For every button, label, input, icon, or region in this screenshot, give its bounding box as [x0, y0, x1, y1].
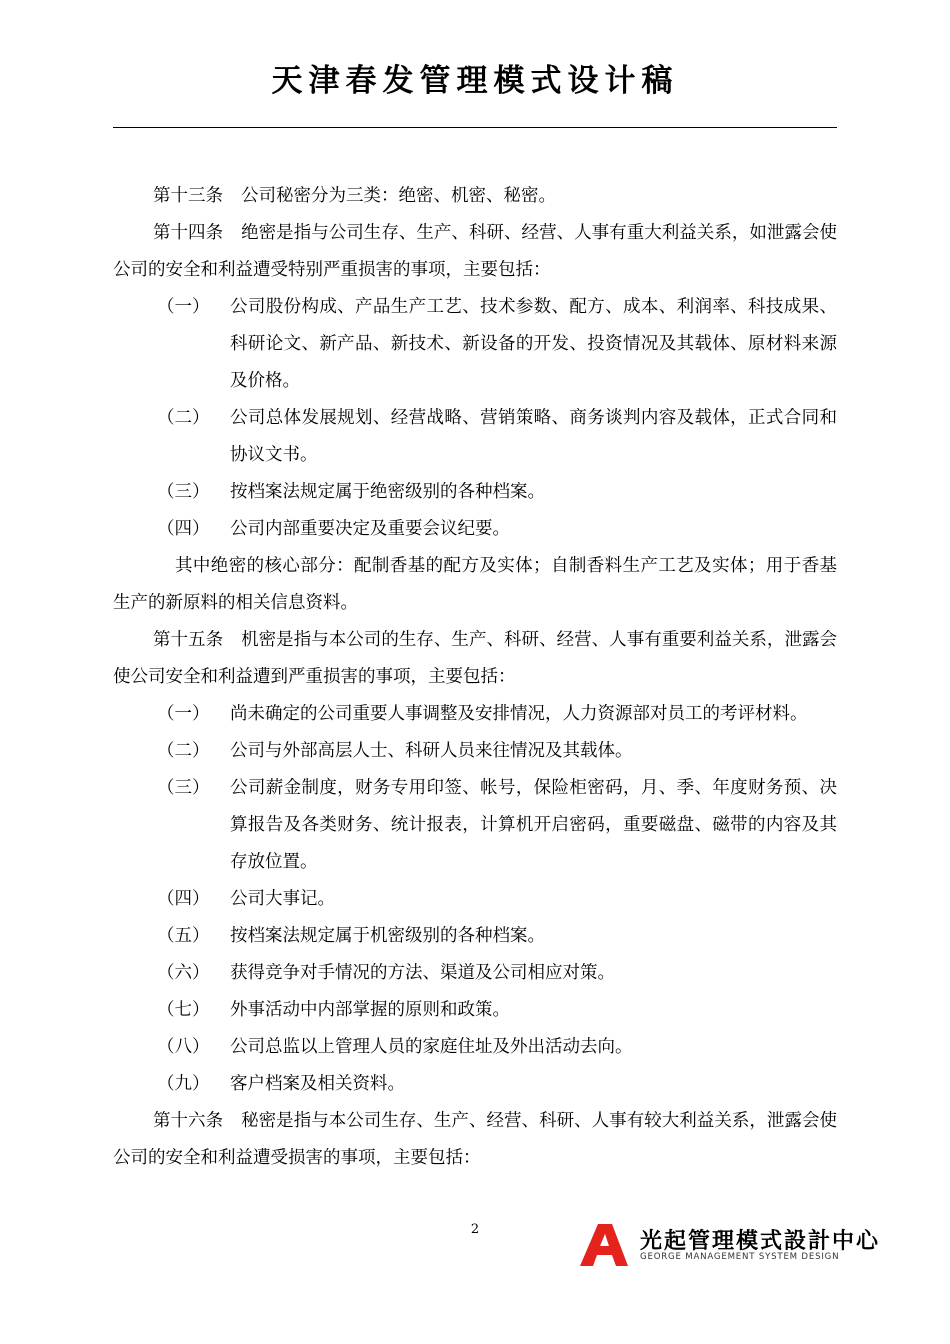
article-text: 秘密是指与本公司生存、生产、经营、科研、人事有较大利益关系，泄露会使公司的安全和利益遭受损害的事项，主要包括： — [113, 1111, 837, 1168]
list-item — [113, 289, 837, 400]
article-13 — [113, 178, 837, 215]
list-text: 公司大事记。 — [230, 889, 335, 909]
list-text: 按档案法规定属于机密级别的各种档案。 — [230, 926, 545, 946]
letter-a-logo-icon — [578, 1222, 630, 1268]
list-item — [113, 770, 837, 881]
list-text: 客户档案及相关资料。 — [230, 1074, 405, 1094]
list-number: （二） — [157, 741, 210, 761]
confidential-list — [113, 696, 837, 1103]
article-label: 第十六条 — [153, 1111, 224, 1131]
list-item — [113, 881, 837, 918]
list-text: 尚未确定的公司重要人事调整及安排情况，人力资源部对员工的考评材料。 — [230, 704, 808, 724]
article-text: 绝密是指与公司生存、生产、科研、经营、人事有重大利益关系，如泄露会使公司的安全和利益遭受特别严重损害的事项，主要包括： — [113, 223, 837, 280]
article-16 — [113, 1103, 837, 1177]
list-number: （五） — [157, 926, 210, 946]
list-text: 获得竞争对手情况的方法、渠道及公司相应对策。 — [230, 963, 615, 983]
list-item — [113, 733, 837, 770]
list-number: （八） — [157, 1037, 210, 1057]
list-text: 公司股份构成、产品生产工艺、技术参数、配方、成本、利润率、科技成果、科研论文、新产品、新技术、新设备的开发、投资情况及其载体、原材料来源及价格。 — [230, 297, 837, 391]
list-item — [113, 1029, 837, 1066]
core-secret-paragraph: 其中绝密的核心部分：配制香基的配方及实体；自制香料生产工艺及实体；用于香基生产的新原料的相关信息资料。 — [113, 556, 837, 613]
header-divider — [113, 127, 837, 128]
company-logo — [578, 1222, 881, 1268]
list-number: （四） — [157, 889, 210, 909]
article-label: 第十四条 — [153, 223, 224, 243]
list-item — [113, 474, 837, 511]
list-text: 外事活动中内部掌握的原则和政策。 — [230, 1000, 510, 1020]
list-item — [113, 955, 837, 992]
page-title: 天津春发管理模式设计稿 — [271, 63, 679, 99]
page-number: 2 — [470, 1222, 480, 1237]
list-number: （四） — [157, 519, 210, 539]
list-text: 公司内部重要决定及重要会议纪要。 — [230, 519, 510, 539]
top-secret-list — [113, 289, 837, 548]
list-item — [113, 400, 837, 474]
list-item — [113, 696, 837, 733]
list-number: （三） — [157, 482, 210, 502]
list-item — [113, 992, 837, 1029]
list-number: （二） — [157, 408, 210, 428]
list-item — [113, 1066, 837, 1103]
list-text: 公司总体发展规划、经营战略、营销策略、商务谈判内容及载体，正式合同和协议文书。 — [230, 408, 837, 465]
list-text: 按档案法规定属于绝密级别的各种档案。 — [230, 482, 545, 502]
list-number: （一） — [157, 297, 210, 317]
article-text: 机密是指与本公司的生存、生产、科研、经营、人事有重要利益关系，泄露会使公司安全和利益遭到严重损害的事项，主要包括： — [113, 630, 837, 687]
article-label: 第十三条 — [153, 186, 223, 206]
list-number: （六） — [157, 963, 210, 983]
list-text: 公司薪金制度，财务专用印签、帐号，保险柜密码，月、季、年度财务预、决算报告及各类财务、统计报表，计算机开启密码，重要磁盘、磁带的内容及其存放位置。 — [230, 778, 837, 872]
list-text: 公司总监以上管理人员的家庭住址及外出活动去向。 — [230, 1037, 633, 1057]
article-label: 第十五条 — [153, 630, 224, 650]
list-item — [113, 918, 837, 955]
list-number: （一） — [157, 704, 210, 724]
list-number: （九） — [157, 1074, 210, 1094]
article-15 — [113, 622, 837, 696]
list-number: （三） — [157, 778, 210, 798]
article-14 — [113, 215, 837, 289]
logo-english-name: GEORGE MANAGEMENT SYSTEM DESIGN — [640, 1252, 840, 1262]
list-number: （七） — [157, 1000, 210, 1020]
logo-chinese-name: 光起管理模式設計中心 — [640, 1229, 881, 1254]
list-text: 公司与外部高层人士、科研人员来往情况及其载体。 — [230, 741, 633, 761]
list-item — [113, 511, 837, 548]
document-body — [113, 178, 837, 1177]
article-text: 公司秘密分为三类：绝密、机密、秘密。 — [241, 186, 556, 206]
